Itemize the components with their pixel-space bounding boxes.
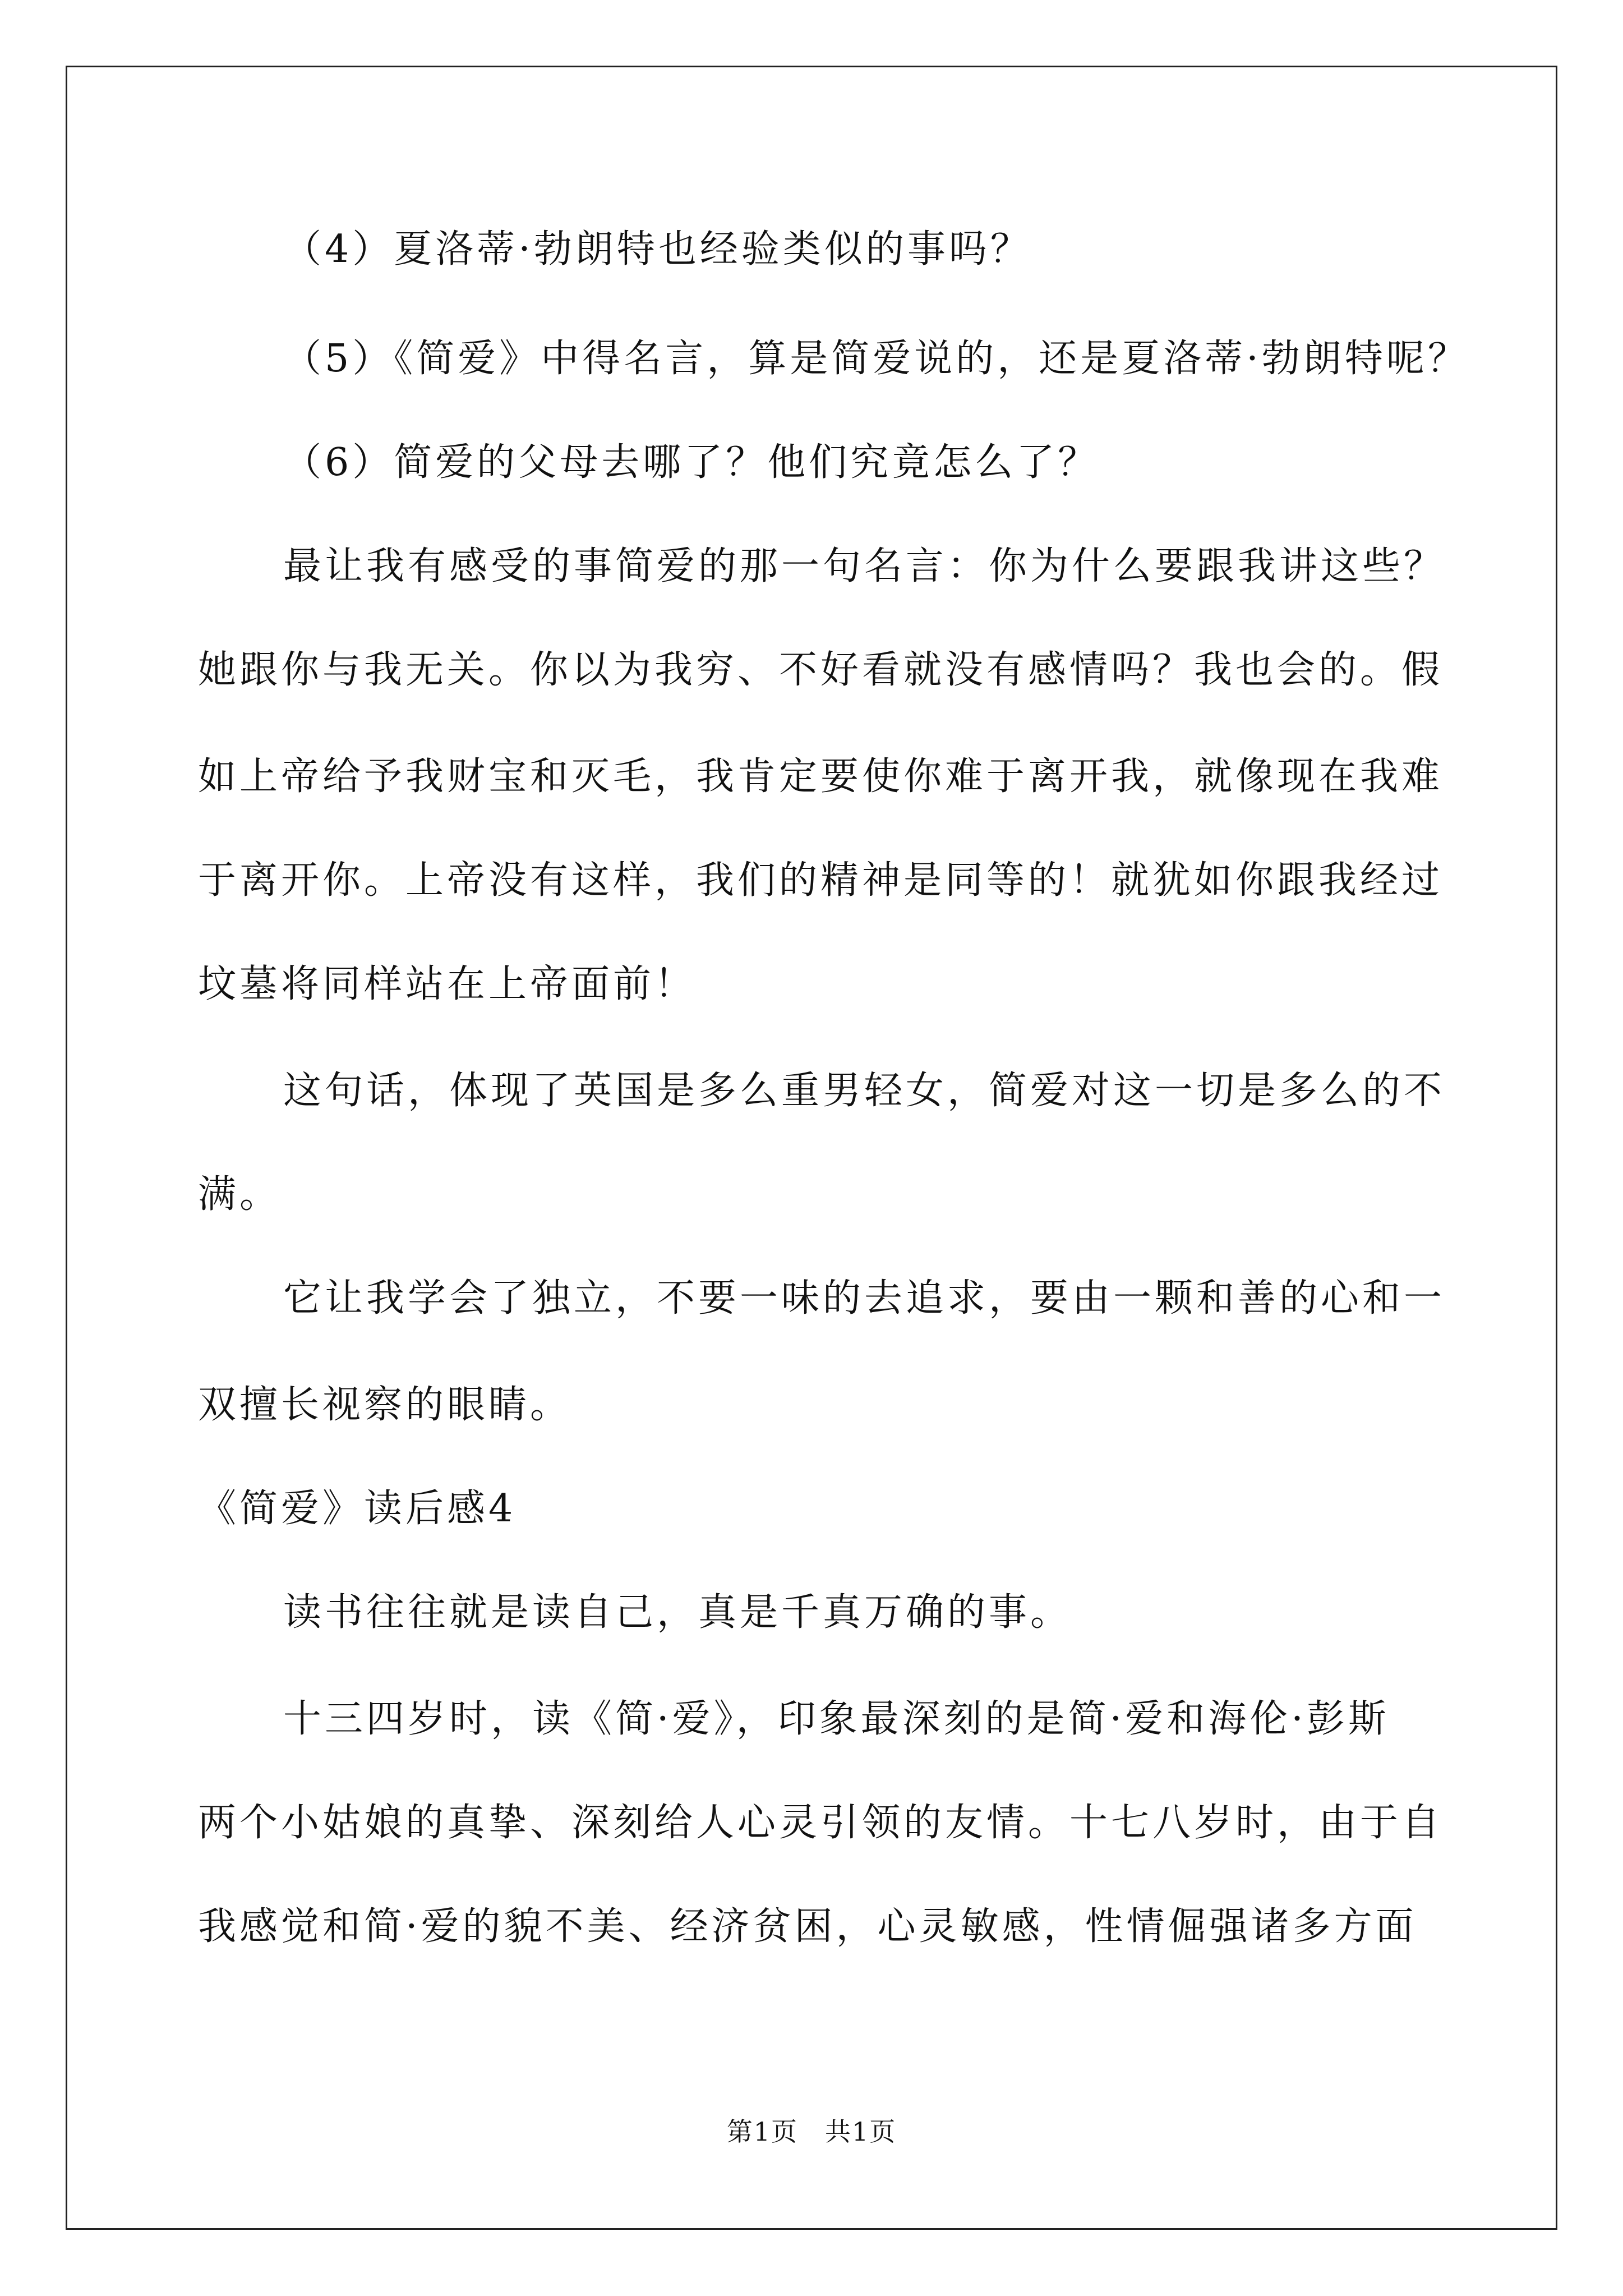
paragraph-line: 她跟你与我无关。你以为我穷、不好看就没有感情吗？我也会的。假 <box>198 648 1444 692</box>
paragraph-line: 十三四岁时，读《简·爱》，印象最深刻的是简·爱和海伦·彭斯 <box>283 1697 1390 1741</box>
paragraph-line: 如上帝给予我财宝和灭毛，我肯定要使你难于离开我，就像现在我难 <box>198 754 1444 799</box>
paragraph-line: 它让我学会了独立，不要一味的去追求，要由一颗和善的心和一 <box>283 1276 1446 1320</box>
paragraph-line: 读书往往就是读自己，真是千真万确的事。 <box>283 1590 1072 1635</box>
paragraph-line: 于离开你。上帝没有这样，我们的精神是同等的！就犹如你跟我经过 <box>198 858 1444 903</box>
question-6: （6）简爱的父母去哪了？他们究竟怎么了？ <box>283 440 1100 485</box>
paragraph-line: 坟墓将同样站在上帝面前！ <box>198 962 697 1006</box>
page-footer: 第1页 共1页 <box>726 2116 897 2147</box>
question-5: （5）《简爱》中得名言，算是简爱说的，还是夏洛蒂·勃朗特呢？ <box>283 337 1469 381</box>
question-4: （4）夏洛蒂·勃朗特也经验类似的事吗？ <box>283 227 1032 272</box>
paragraph-line: 这句话，体现了英国是多么重男轻女，简爱对这一切是多么的不 <box>283 1069 1446 1113</box>
paragraph-line: 双擅长视察的眼睛。 <box>198 1383 572 1427</box>
paragraph-line: 满。 <box>198 1172 282 1217</box>
paragraph-line: 我感觉和简·爱的貌不美、经济贫困，心灵敏感，性情倔强诸多方面 <box>198 1904 1417 1949</box>
section-heading: 《简爱》读后感4 <box>198 1487 517 1531</box>
paragraph-line: 两个小姑娘的真挚、深刻给人心灵引领的友情。十七八岁时，由于自 <box>198 1801 1444 1845</box>
paragraph-line: 最让我有感受的事简爱的那一句名言：你为什么要跟我讲这些？ <box>283 544 1446 588</box>
